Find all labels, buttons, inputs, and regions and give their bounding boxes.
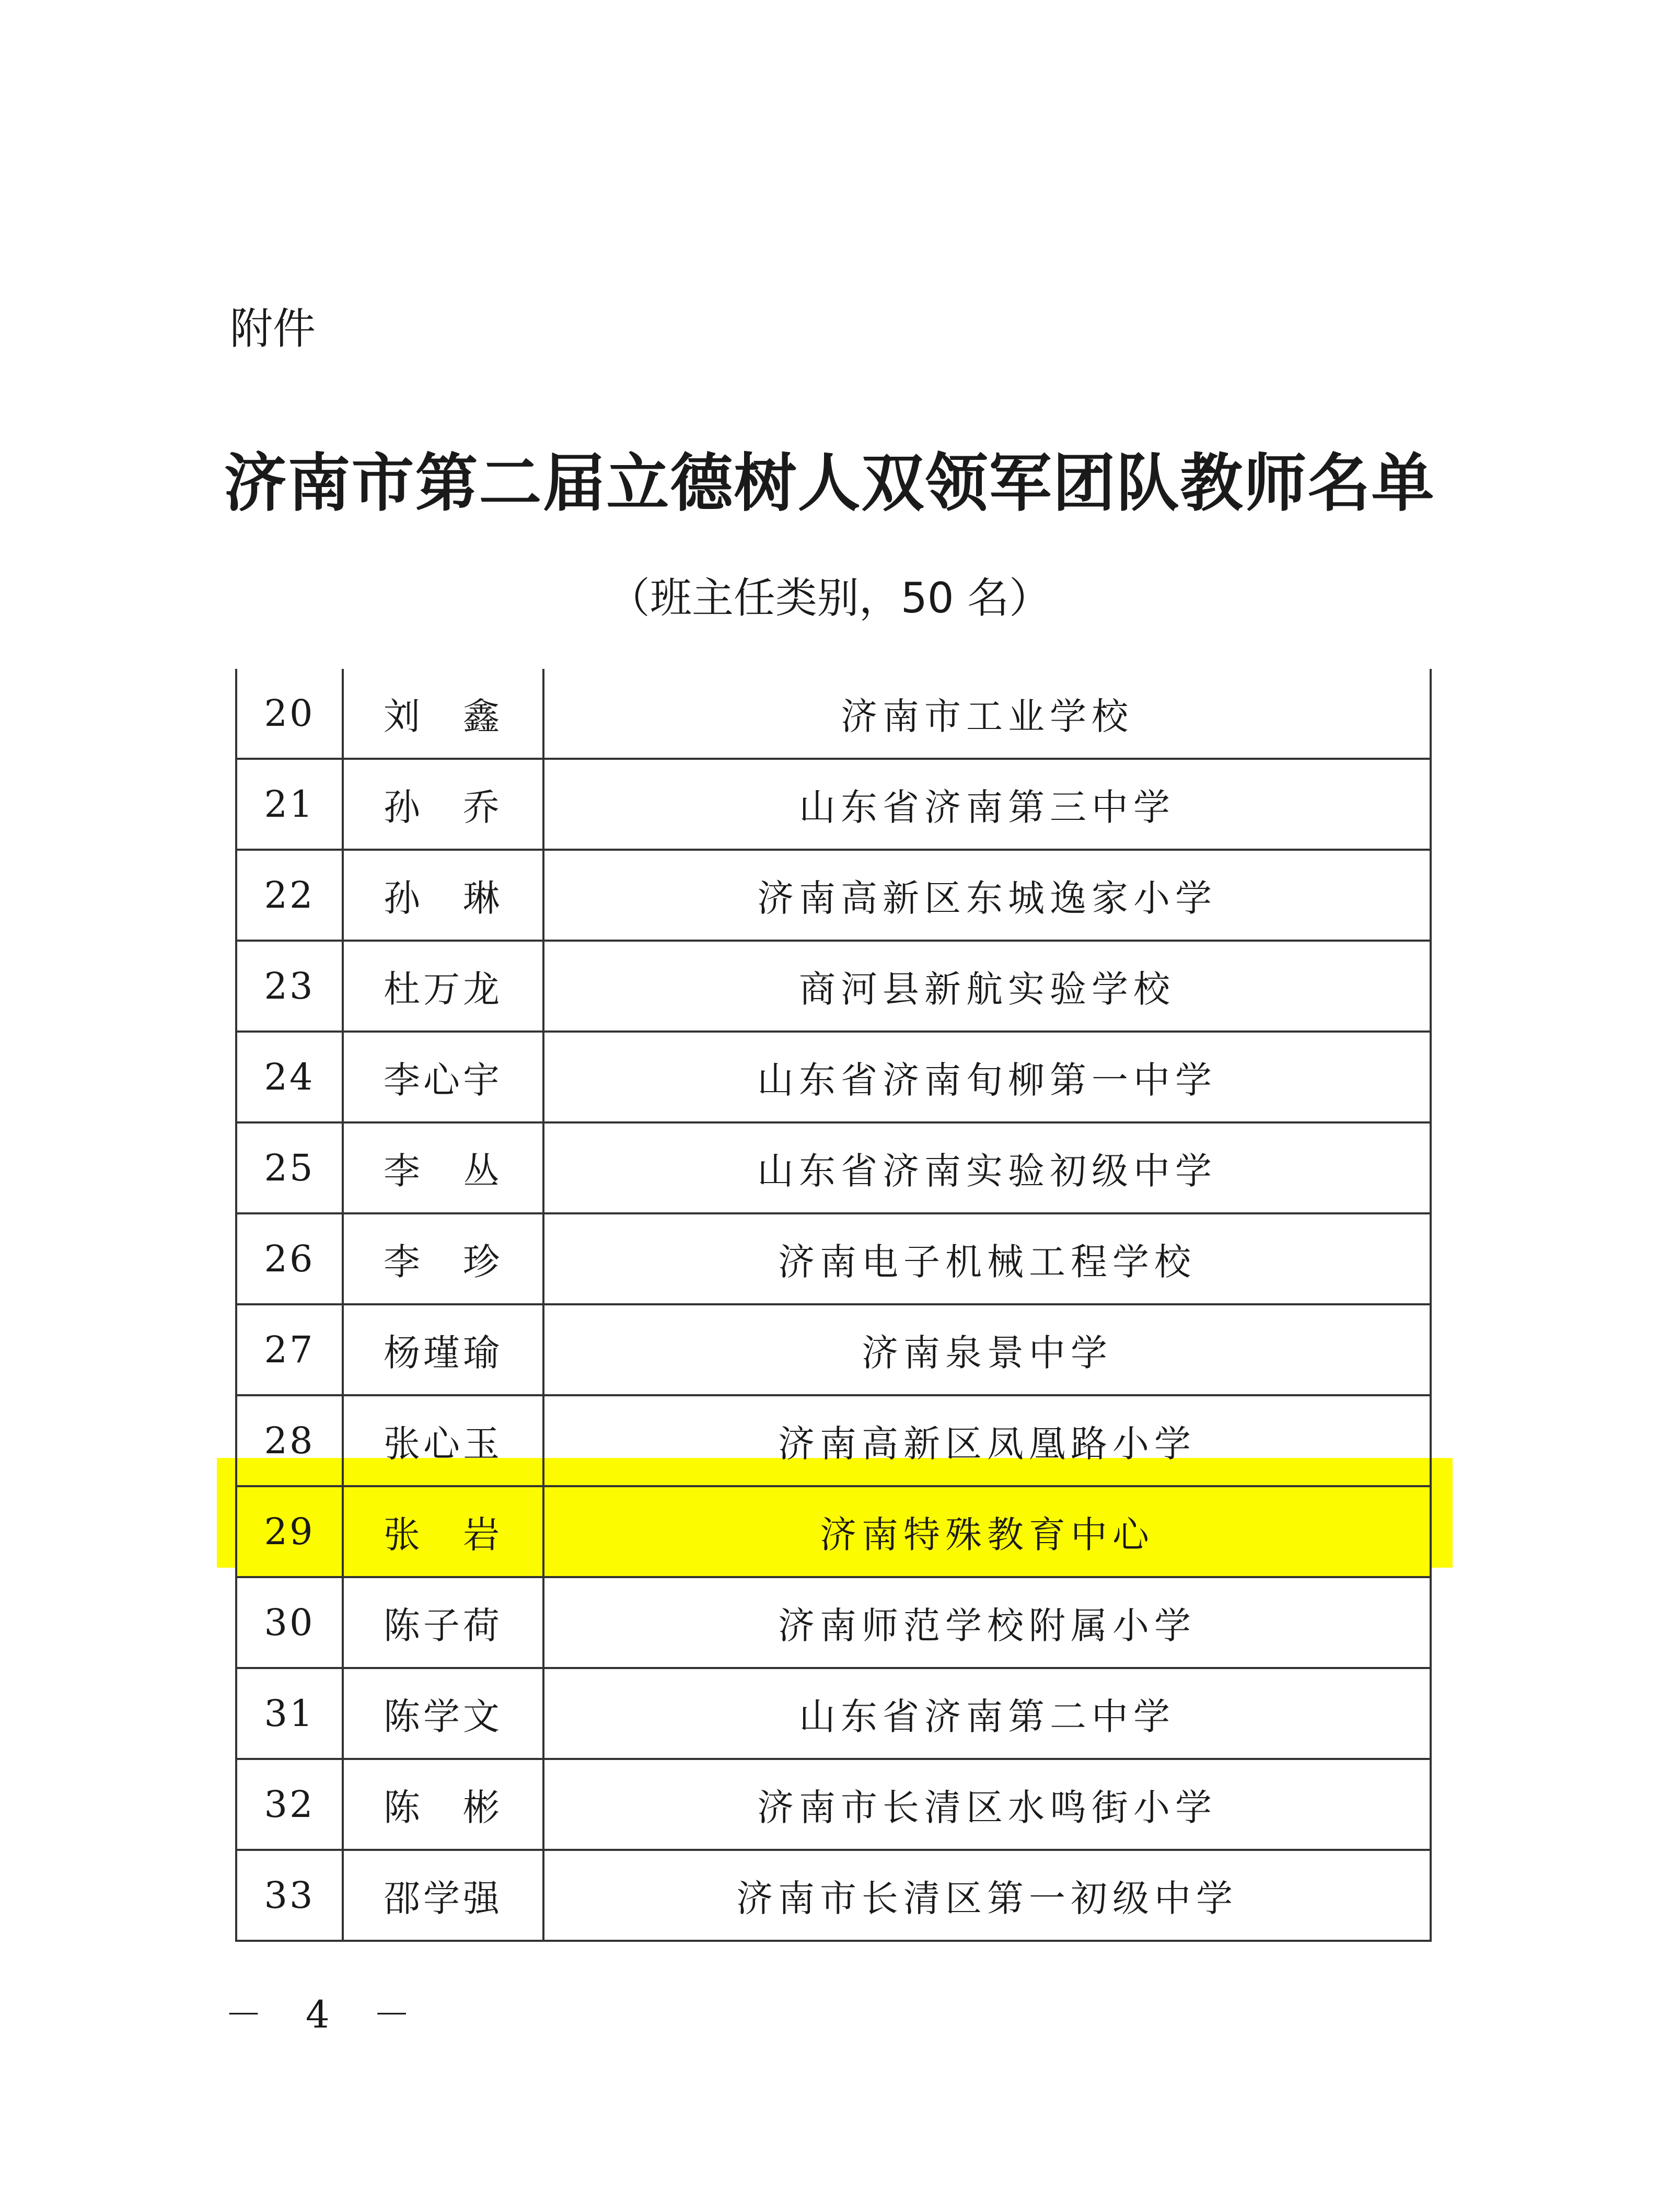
school-name: 济南泉景中学	[543, 1304, 1431, 1395]
school-name: 济南高新区东城逸家小学	[543, 850, 1431, 941]
document-subtitle: （班主任类别，50 名）	[608, 574, 1051, 622]
school-name: 山东省济南第二中学	[543, 1668, 1431, 1759]
table-row	[236, 850, 1431, 941]
row-number: 30	[236, 1577, 343, 1668]
school-name: 济南师范学校附属小学	[543, 1577, 1431, 1668]
school-name: 济南电子机械工程学校	[543, 1213, 1431, 1304]
row-number: 25	[236, 1122, 343, 1213]
table-row	[236, 759, 1431, 850]
school-name: 山东省济南旬柳第一中学	[543, 1032, 1431, 1122]
attachment-label: 附件	[230, 304, 316, 354]
teacher-name: 孙 琳	[343, 850, 543, 941]
table-row	[236, 941, 1431, 1032]
teacher-name: 李心宇	[343, 1032, 543, 1122]
school-name: 济南市工业学校	[543, 669, 1431, 759]
row-number: 27	[236, 1304, 343, 1395]
teacher-name: 陈 彬	[343, 1759, 543, 1850]
school-name: 济南市长清区第一初级中学	[543, 1850, 1431, 1941]
teacher-name: 张 岩	[343, 1486, 543, 1577]
row-number: 26	[236, 1213, 343, 1304]
school-name: 济南高新区凤凰路小学	[543, 1395, 1431, 1486]
row-number: 33	[236, 1850, 343, 1941]
teacher-name: 李 丛	[343, 1122, 543, 1213]
table-row	[236, 669, 1431, 759]
school-name: 山东省济南实验初级中学	[543, 1122, 1431, 1213]
table-row	[236, 1304, 1431, 1395]
table-row	[236, 1122, 1431, 1213]
table-row	[236, 1668, 1431, 1759]
table-row	[236, 1213, 1431, 1304]
school-name: 济南市长清区水鸣街小学	[543, 1759, 1431, 1850]
row-number: 24	[236, 1032, 343, 1122]
teacher-name: 李 珍	[343, 1213, 543, 1304]
teacher-name: 杨瑾瑜	[343, 1304, 543, 1395]
teacher-name: 邵学强	[343, 1850, 543, 1941]
table-row-highlighted	[236, 1486, 1431, 1577]
teacher-name: 陈学文	[343, 1668, 543, 1759]
row-number: 21	[236, 759, 343, 850]
school-name: 济南特殊教育中心	[543, 1486, 1431, 1577]
school-name: 山东省济南第三中学	[543, 759, 1431, 850]
teacher-name: 陈子荷	[343, 1577, 543, 1668]
row-number: 20	[236, 669, 343, 759]
page-number: － 4 －	[225, 1993, 426, 2036]
document-title: 济南市第二届立德树人双领军团队教师名单	[224, 446, 1435, 520]
teacher-name: 张心玉	[343, 1395, 543, 1486]
table-row	[236, 1850, 1431, 1941]
table-row	[236, 1395, 1431, 1486]
row-number: 22	[236, 850, 343, 941]
table-row	[236, 1032, 1431, 1122]
row-number: 23	[236, 941, 343, 1032]
row-number: 31	[236, 1668, 343, 1759]
table-row	[236, 1577, 1431, 1668]
school-name: 商河县新航实验学校	[543, 941, 1431, 1032]
row-number: 29	[236, 1486, 343, 1577]
teacher-name: 杜万龙	[343, 941, 543, 1032]
teacher-roster-table	[235, 669, 1432, 1942]
teacher-name: 刘 鑫	[343, 669, 543, 759]
row-number: 28	[236, 1395, 343, 1486]
table-row	[236, 1759, 1431, 1850]
row-number: 32	[236, 1759, 343, 1850]
teacher-name: 孙 乔	[343, 759, 543, 850]
